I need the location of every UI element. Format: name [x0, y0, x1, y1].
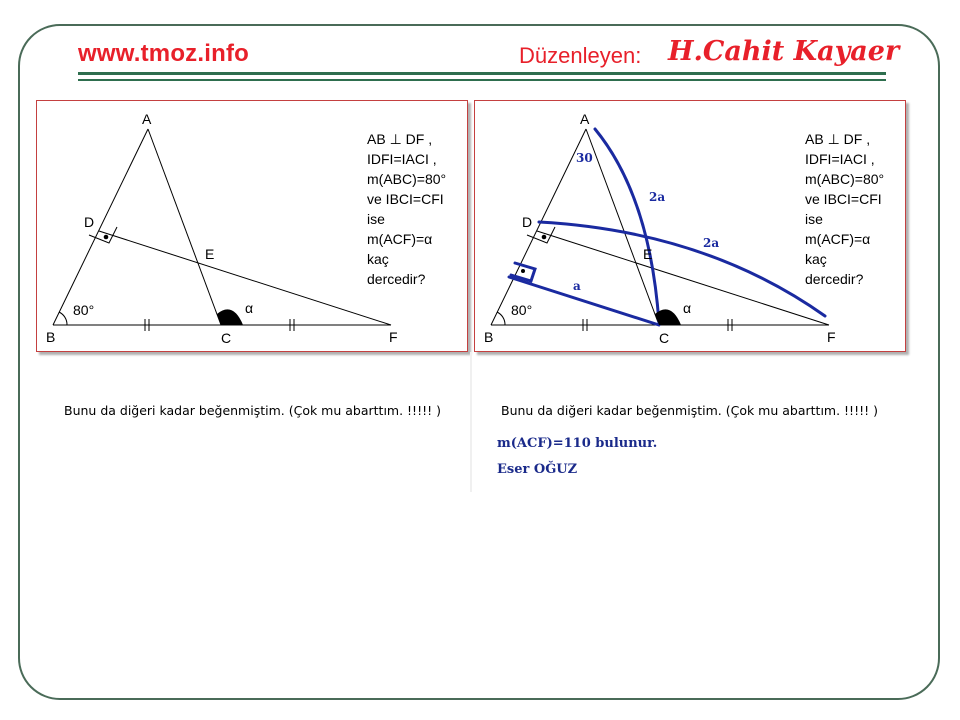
site-url[interactable]: www.tmoz.info: [78, 40, 250, 67]
label-angle-b: 80°: [511, 302, 533, 318]
solution-panel: [474, 100, 906, 352]
label-d: D: [522, 214, 533, 230]
editor-label: Düzenleyen:: [519, 43, 642, 68]
label-alpha: α: [683, 300, 692, 316]
problem-line: IDFI=IACI ,: [367, 151, 437, 167]
angle-alpha-fill: [217, 309, 243, 325]
label-angle-b: 80°: [73, 302, 95, 318]
problem-line: dercedir?: [805, 271, 864, 287]
label-d: D: [84, 214, 95, 230]
problem-line: m(ACF)=α: [367, 231, 433, 247]
label-a-segment: a: [573, 279, 581, 293]
problem-statement: [805, 129, 884, 289]
problem-line: ise: [805, 211, 823, 227]
label-b: B: [46, 329, 56, 345]
label-alpha: α: [245, 300, 254, 316]
problem-panel: [36, 100, 468, 352]
problem-line: m(ABC)=80°: [805, 171, 885, 187]
label-angle-a-30: 30: [576, 151, 593, 165]
right-angle-dot: [104, 235, 109, 240]
problem-line: kaç: [805, 251, 827, 267]
label-a: A: [580, 111, 590, 127]
label-c: C: [659, 330, 670, 346]
solution-result: m(ACF)=110 bulunur.: [497, 436, 658, 451]
editor-name: H.Cahit Kayaer: [668, 36, 900, 67]
problem-line: m(ACF)=α: [805, 231, 871, 247]
label-f: F: [827, 329, 836, 345]
problem-line: AB ⊥ DF ,: [367, 131, 433, 147]
angle-alpha-fill: [655, 309, 681, 325]
label-e: E: [643, 246, 653, 262]
label-2a-df: 2a: [703, 236, 720, 250]
problem-line: ise: [367, 211, 385, 227]
angle-b-arc: [59, 312, 67, 325]
label-e: E: [205, 246, 215, 262]
segment-ab: [53, 129, 148, 325]
label-c: C: [221, 330, 232, 346]
caption-left: Bunu da diğeri kadar beğenmiştim. (Çok mu abarttım. !!!!! ): [64, 403, 441, 418]
segment-ac: [148, 129, 221, 325]
problem-line: ve IBCI=CFI: [367, 191, 444, 207]
header-rule-top: [78, 72, 886, 75]
caption-right: Bunu da diğeri kadar beğenmiştim. (Çok mu abarttım. !!!!! ): [501, 403, 878, 418]
problem-line: IDFI=IACI ,: [805, 151, 875, 167]
problem-statement: [367, 129, 446, 289]
label-a: A: [142, 111, 152, 127]
label-2a-ac: 2a: [649, 190, 666, 204]
label-f: F: [389, 329, 398, 345]
problem-line: kaç: [367, 251, 389, 267]
blue-right-angle-dot: [521, 269, 525, 273]
problem-line: ve IBCI=CFI: [805, 191, 882, 207]
label-b: B: [484, 329, 494, 345]
problem-line: m(ABC)=80°: [367, 171, 447, 187]
problem-line: dercedir?: [367, 271, 426, 287]
problem-line: AB ⊥ DF ,: [805, 131, 871, 147]
header-rule-bottom: [78, 79, 886, 81]
blue-arc-ac: [595, 129, 659, 323]
right-angle-dot: [542, 235, 547, 240]
panel-divider: [470, 352, 472, 492]
angle-b-arc: [497, 312, 505, 325]
solution-author: Eser OĞUZ: [497, 462, 578, 477]
